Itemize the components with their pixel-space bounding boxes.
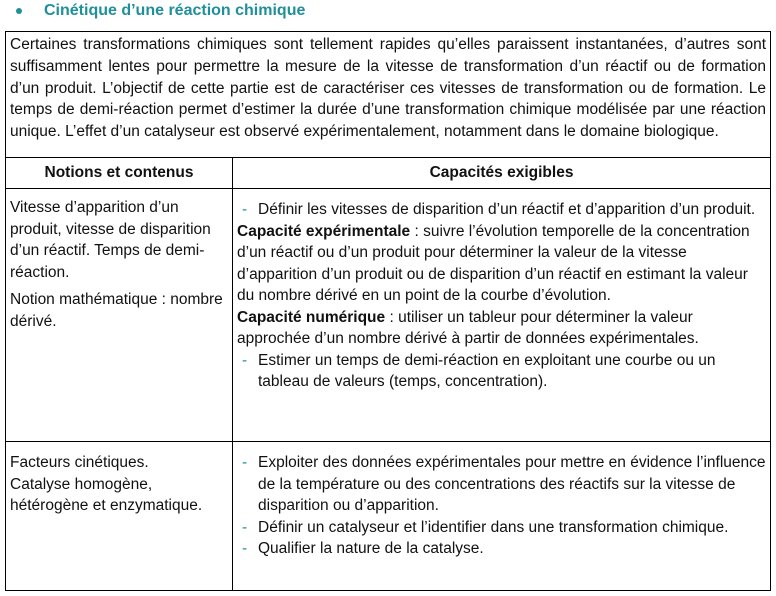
row1-capacites [233, 199, 770, 393]
list-item: - Qualifier la nature de la catalyse. [237, 538, 766, 560]
num-label: Capacité numérique [237, 308, 386, 326]
dash-icon: - [242, 540, 248, 557]
row1-notions-text: Vitesse d’apparition d’un produit, vitesse de disparition d’un réactif. Temps de demi-réaction. [10, 199, 211, 281]
row2-notions [6, 452, 232, 517]
dash-icon: - [242, 351, 248, 369]
list-item: - Estimer un temps de demi-réaction en exploitant une courbe ou un tableau de valeurs (temps, concentration). [242, 351, 716, 390]
header-notions: Notions et contenus [44, 164, 194, 181]
bullet-icon [16, 8, 22, 14]
row2-catalysis: Catalyse homogène, hétérogène et enzymatique. [10, 475, 203, 514]
dash-icon: - [242, 518, 248, 536]
list-item: - Définir un catalyseur et l’identifier dans une transformation chimique. [237, 517, 766, 539]
section-heading [8, 0, 305, 22]
row1-notions [6, 197, 232, 332]
list-item: - Exploiter des données expérimentales pour mettre en évidence l’influence de la température ou des concentrations des réactifs sur la vitesse de disparition ou d’apparition. [242, 454, 766, 514]
row-divider [6, 441, 770, 442]
dash-icon: - [242, 454, 248, 471]
table-header-row [6, 157, 770, 189]
num-text: : utiliser un tableur pour déterminer la valeur approchée d’un nombre dérivé à partir de données expérimentales. [237, 308, 699, 347]
row1-math-notion: Notion mathématique : nombre dérivé. [10, 291, 223, 330]
exp-text: : suivre l’évolution temporelle de la concentration d’un réactif ou d’un produit pour déterminer la valeur de la vitesse d’apparition d’un produit ou de disparition d’un réactif en estimant la valeur du nombre dérivé en un point de la courbe d’évolution. [237, 222, 750, 304]
exp-label: Capacité expérimentale [237, 222, 411, 240]
list-item: - Définir les vitesses de disparition d’un réactif et d’apparition d’un produit. [237, 199, 766, 221]
programme-table [5, 31, 771, 591]
experimental-capacity [237, 221, 766, 307]
header-capacites: Capacités exigibles [429, 164, 574, 181]
numerical-capacity [237, 307, 766, 350]
row2-capacites [233, 452, 770, 560]
section-title: Cinétique d’une réaction chimique [44, 2, 306, 19]
intro-paragraph: Certaines transformations chimiques sont tellement rapides qu’elles paraissent instantanées, d’autres sont suffisamment lentes pour permettre la mesure de la vitesse de transformation d’un réactif ou de formation d’un produit. L’objectif de cette partie est de caractériser ces vitesses de transformation ou de formation. Le temps de demi-réaction permet d’estimer la durée d’une transformation chimique modélisée par une réaction unique. L’effet d’un catalyseur est observé expérimentalement, notamment dans le domaine biologique. [10, 36, 766, 141]
row2-notions-text: Facteurs cinétiques. [10, 454, 149, 471]
dash-icon: - [242, 201, 248, 218]
